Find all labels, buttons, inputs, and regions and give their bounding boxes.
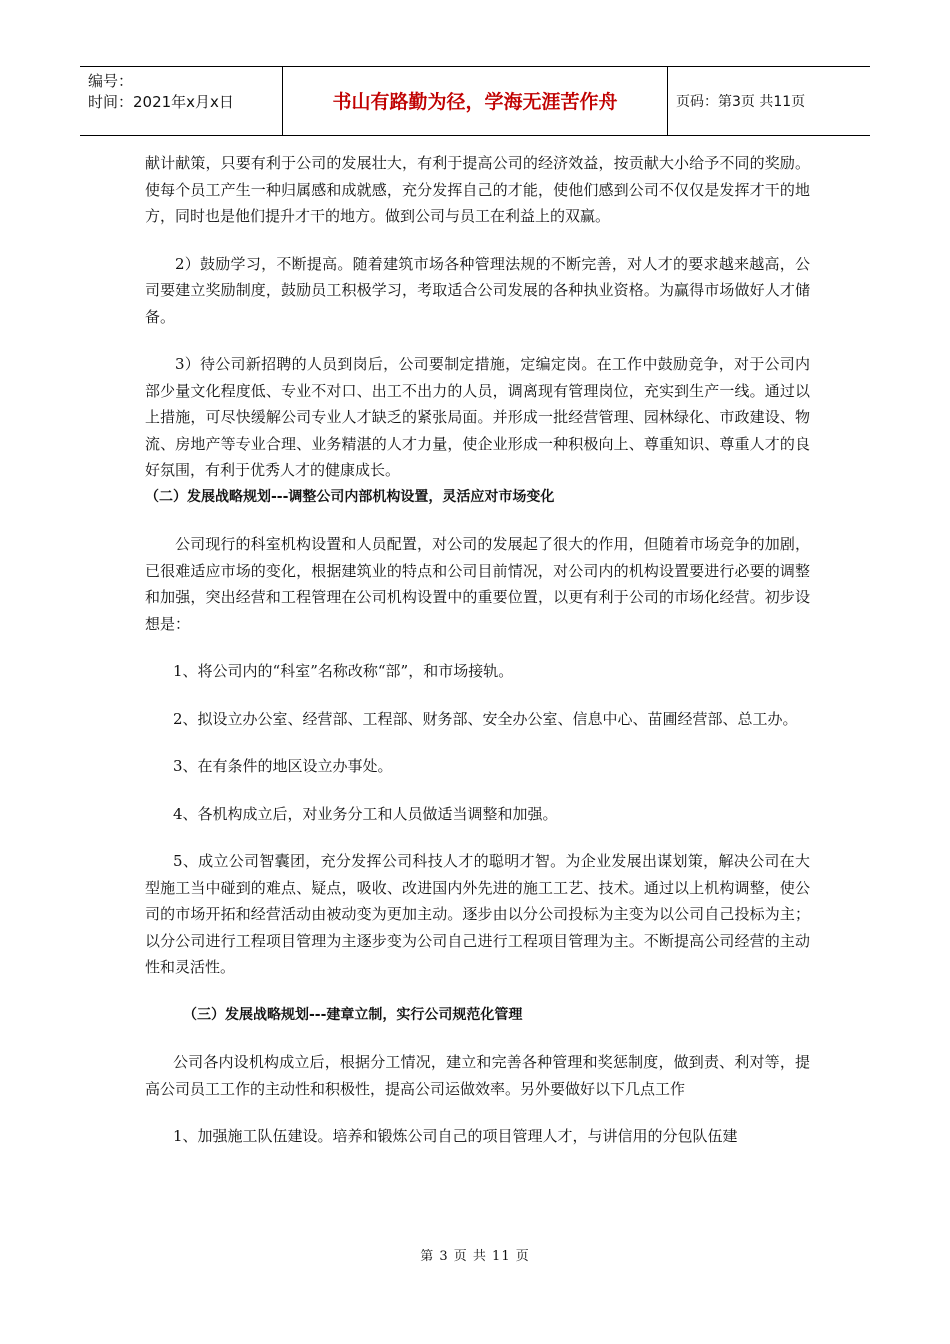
paragraph: 3、在有条件的地区设立办事处。 [173, 757, 393, 775]
paragraph: 2）鼓励学习，不断提高。随着建筑市场各种管理法规的不断完善，对人才的要求越来越高，公司要建立奖励制度，鼓励员工积极学习，考取适合公司发展的各种执业资格。为赢得市场做好人才储备。 [145, 254, 810, 326]
paragraph: 公司现行的科室机构设置和人员配置，对公司的发展起了很大的作用，但随着市场竞争的加剧，已很难适应市场的变化，根据建筑业的特点和公司目前情况，对公司内的机构设置要进行必要的调整和加强，突出经营和工程管理在公司机构设置中的重要位置，以更有利于公司的市场化经营。初步设想是： [145, 535, 810, 633]
paragraph: 4、各机构成立后，对业务分工和人员做适当调整和加强。 [173, 804, 558, 823]
paragraph: 1、加强施工队伍建设。培养和锻炼公司自己的项目管理人才，与讲信用的分包队伍建 [173, 1127, 738, 1145]
section-heading: （三）发展战略规划---建章立制，实行公司规范化管理 [183, 1006, 523, 1023]
section-heading: （二）发展战略规划---调整公司内部机构设置，灵活应对市场变化 [145, 488, 555, 505]
paragraph: 献计献策，只要有利于公司的发展壮大，有利于提高公司的经济效益，按贡献大小给予不同的奖励。使每个员工产生一种归属感和成就感，充分发挥自己的才能，使他们感到公司不仅仅是发挥才干的地方，同时也是他们提升才干的地方。做到公司与员工在利益上的双赢。 [145, 154, 810, 225]
page-header [80, 66, 870, 136]
paragraph: 3）待公司新招聘的人员到岗后，公司要制定措施，定编定岗。在工作中鼓励竞争，对于公司内部少量文化程度低、专业不对口、出工不出力的人员，调离现有管理岗位，充实到生产一线。通过以上措施，可尽快缓解公司专业人才缺乏的紧张局面。并形成一批经营管理、园林绿化、市政建设、物流、房地产等专业合理、业务精湛的人才力量，使企业形成一种积极向上、尊重知识、尊重人才的良好氛围，有利于优秀人才的健康成长。 [145, 355, 810, 479]
document-time-label: 时间：2021年x月x日 [88, 93, 234, 111]
header-motto: 书山有路勤为径，学海无涯苦作舟 [283, 67, 668, 135]
document-number-label: 编号： [88, 72, 134, 90]
header-page-info: 页码：第3页 共11页 [676, 94, 806, 110]
header-meta-cell [80, 67, 283, 135]
page-footer: 第 3 页 共 11 页 [420, 1249, 530, 1264]
document-body [145, 150, 810, 1150]
paragraph: 5、成立公司智囊团，充分发挥公司科技人才的聪明才智。为企业发展出谋划策，解决公司在大型施工当中碰到的难点、疑点，吸收、改进国内外先进的施工工艺、技术。通过以上机构调整，使公司的市场开拓和经营活动由被动变为更加主动。逐步由以分公司投标为主变为以公司自己投标为主；以分公司进行工程项目管理为主逐步变为公司自己进行工程项目管理为主。不断提高公司经营的主动性和灵活性。 [145, 852, 810, 976]
paragraph: 2、拟设立办公室、经营部、工程部、财务部、安全办公室、信息中心、苗圃经营部、总工办。 [173, 709, 798, 728]
paragraph: 1、将公司内的“科室”名称改称“部”，和市场接轨。 [173, 662, 514, 680]
paragraph: 公司各内设机构成立后，根据分工情况，建立和完善各种管理和奖惩制度，做到责、利对等，提高公司员工工作的主动性和积极性，提高公司运做效率。另外要做好以下几点工作 [145, 1053, 810, 1098]
